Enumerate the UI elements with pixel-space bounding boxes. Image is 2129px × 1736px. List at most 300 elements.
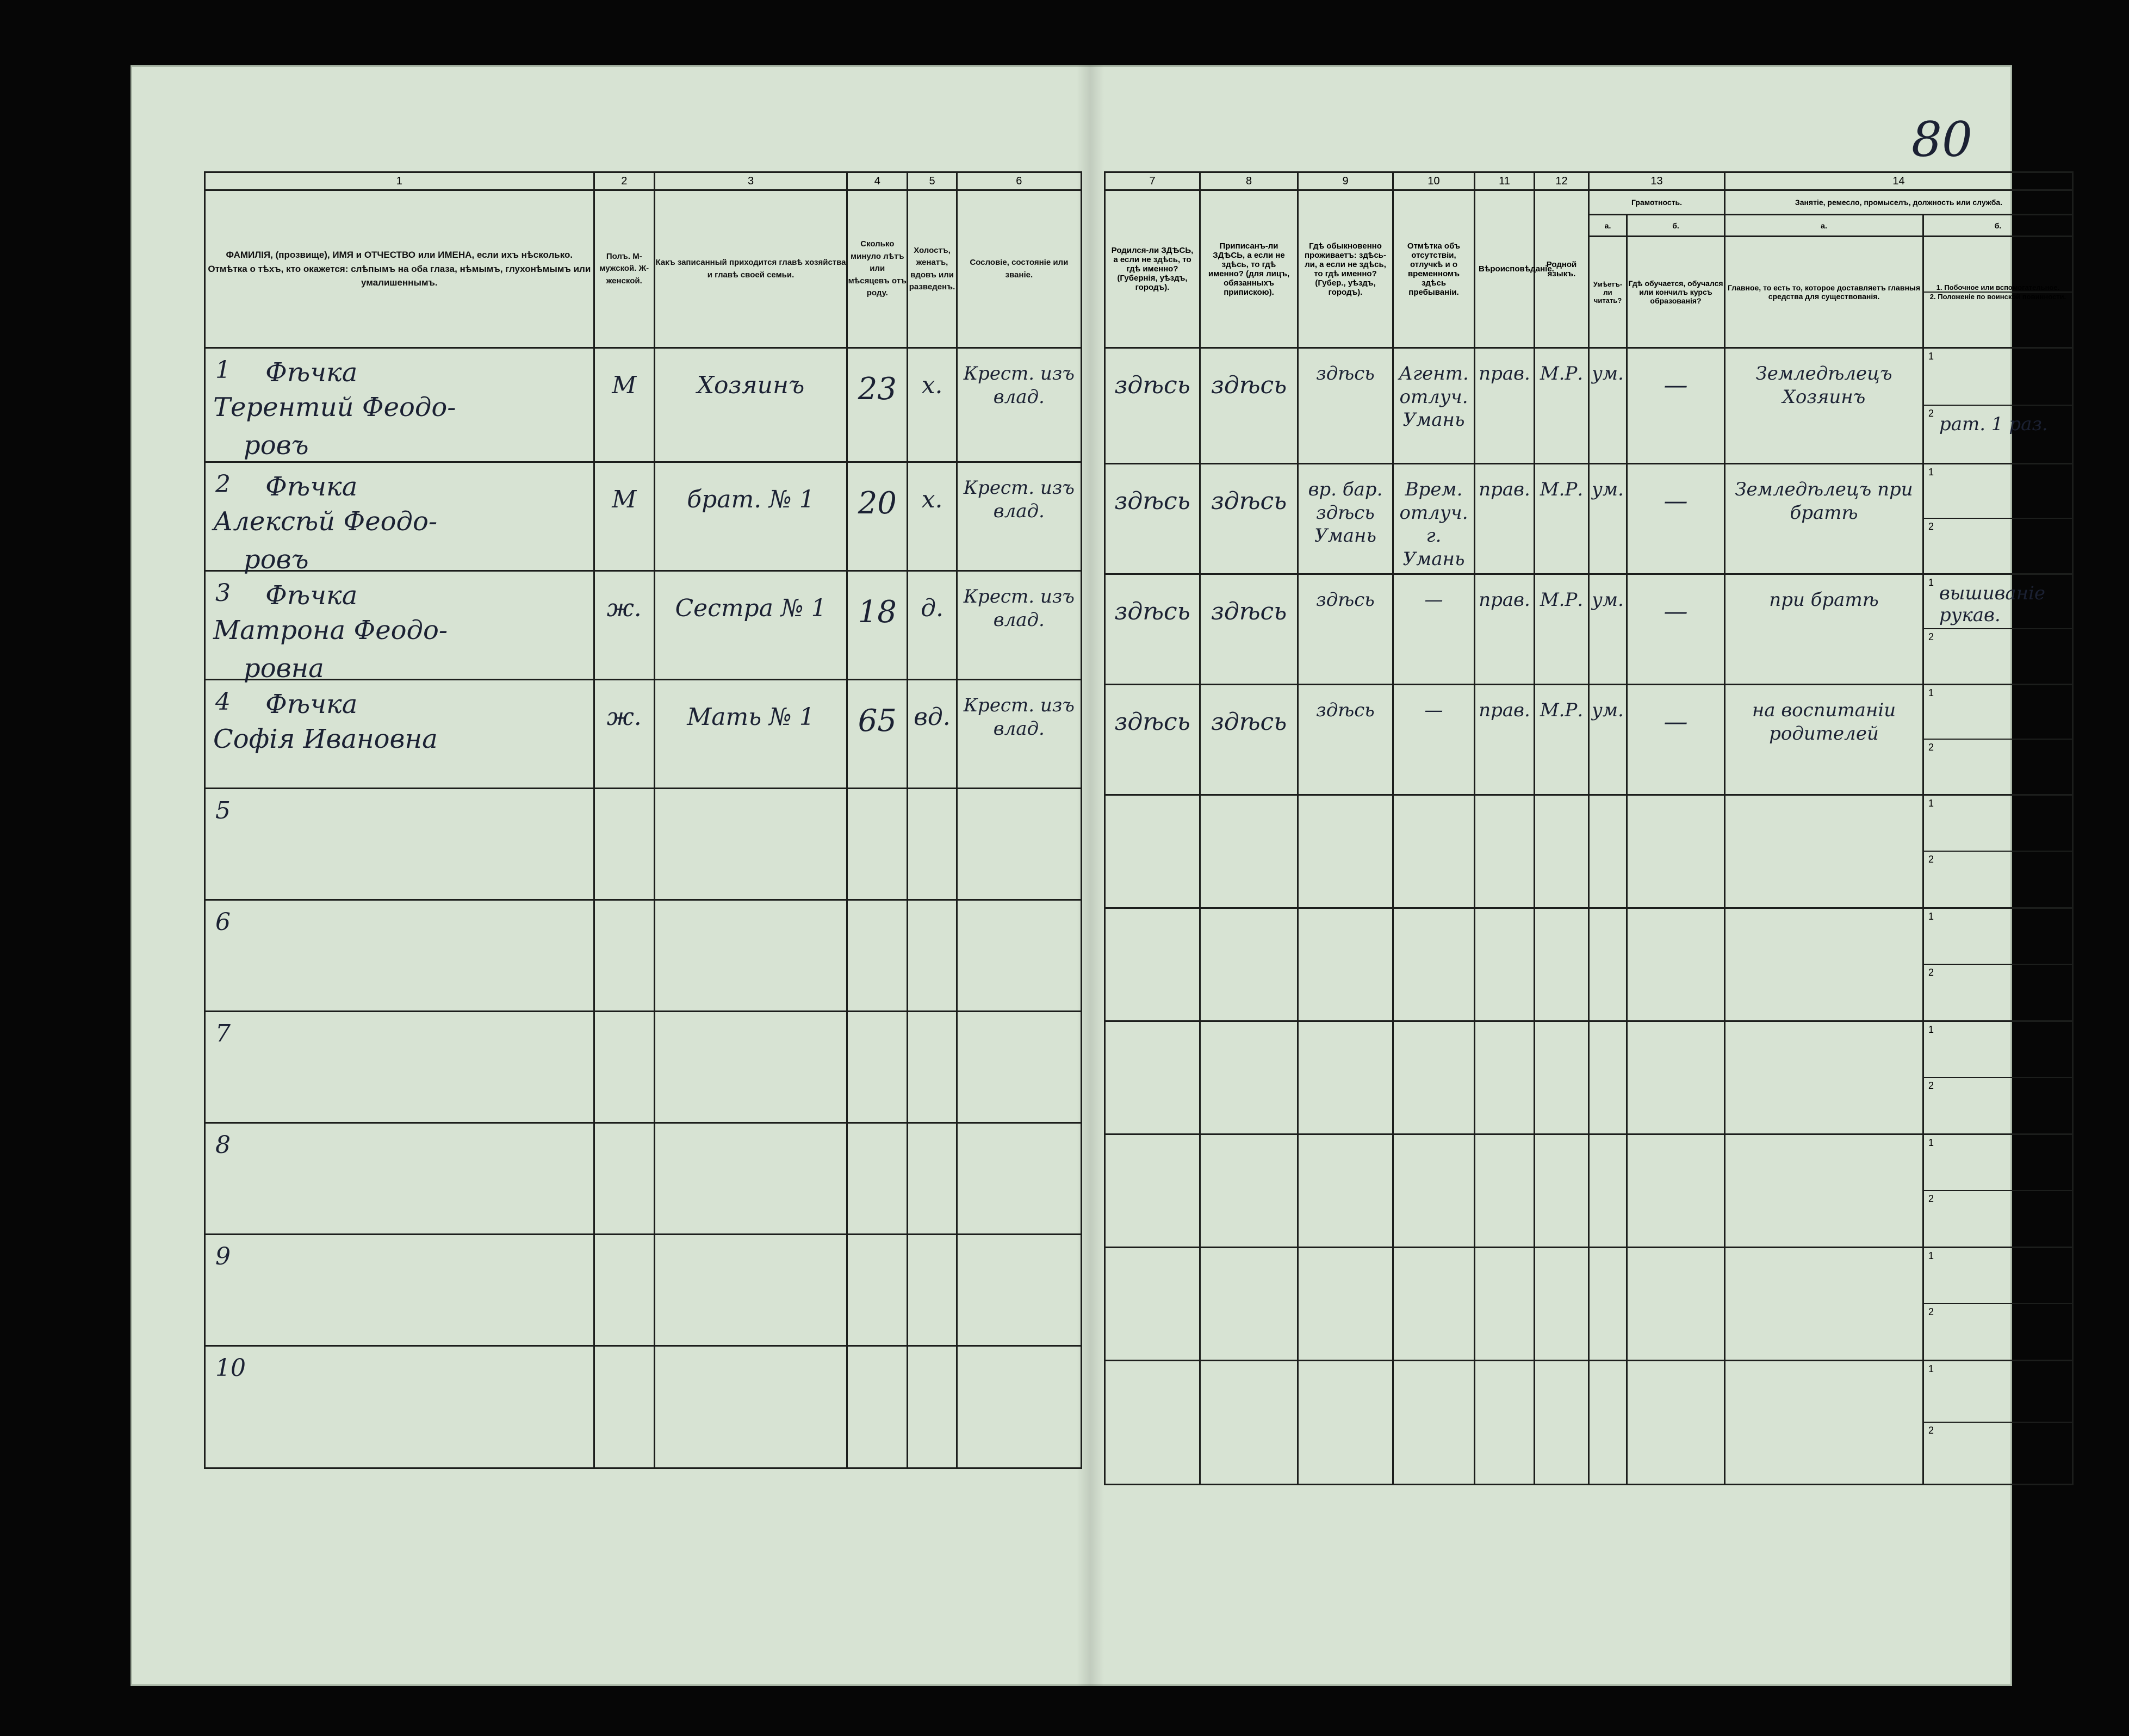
education-cell [1627,1361,1725,1485]
header-education: Гдѣ обучается, обучался или кончилъ курсъ образованія? [1627,237,1725,348]
residence: здѣсь [1316,699,1375,721]
relation [655,901,846,922]
military-index: 2 [1928,631,1934,642]
language-cell [1535,795,1589,908]
residence-cell [1298,685,1393,795]
absence-cell [1393,1248,1475,1361]
estate: Крест. изъ влад. [963,477,1075,522]
military-index: 2 [1928,1193,1934,1204]
absence: — [1424,699,1443,721]
language: М.Р. [1540,363,1584,385]
estate [958,1347,1081,1360]
registered-cell [1200,1021,1298,1134]
surname: Фѣчка [265,472,358,502]
literate-cell [1589,1021,1627,1134]
absence-cell [1393,908,1475,1021]
household-row [205,680,1082,789]
household-row-right [1105,1021,2073,1134]
language-cell [1535,574,1589,685]
relation-cell [654,900,847,1012]
occupation-side-cell [1923,795,2073,908]
registered: здѣсь [1211,598,1287,625]
residence-cell [1298,574,1393,685]
occ-side-index: 1 [1928,911,1934,922]
born [1106,1022,1199,1044]
household-row [205,1012,1082,1123]
residence: здѣсь [1316,363,1375,385]
age-cell [847,348,908,462]
religion-cell [1475,574,1535,685]
residence-cell [1298,1021,1393,1134]
education-cell [1627,795,1725,908]
education-cell [1627,1248,1725,1361]
literate [1590,1361,1626,1375]
estate-cell [957,571,1081,680]
left-column-numbers [205,172,1082,190]
header-language: Родной языкъ. [1535,190,1589,348]
age-cell [847,680,908,789]
religion-cell [1475,348,1535,464]
registered [1201,909,1297,931]
religion-cell [1475,464,1535,574]
military-index: 2 [1928,966,1934,978]
given-name: Софія Ивановна [213,724,438,754]
marital [908,901,955,922]
absence [1394,796,1474,809]
col-number: 10 [1393,172,1475,190]
marital-cell [908,1012,957,1123]
age: 23 [858,371,897,407]
marital: х. [921,486,943,513]
household-row-right [1105,685,2073,795]
registered [1201,796,1297,817]
age-cell [847,1235,908,1346]
registered-cell [1200,574,1298,685]
absence-cell [1393,685,1475,795]
occ-side-index: 1 [1928,798,1934,809]
col-number: 11 [1475,172,1535,190]
occ-side-index: 1 [1928,1137,1934,1148]
marital-cell [908,789,957,900]
occupation-side-cell [1923,908,2073,1021]
occupation-side-cell [1923,1134,2073,1248]
age-cell [847,1123,908,1235]
residence-cell [1298,348,1393,464]
born [1106,1248,1199,1270]
row-number: 8 [215,1131,231,1159]
relation [655,1347,846,1368]
name-cell [205,1012,594,1123]
sex [595,1012,654,1034]
name-cell [205,789,594,900]
marital [908,1124,955,1145]
relation: Хозяинъ [697,371,805,399]
header-absence: Отмѣтка объ отсутствіи, отлучкѣ и о временномъ здѣсь пребываніи. [1393,190,1475,348]
literate [1590,796,1626,809]
marital-cell [908,1235,957,1346]
registered-cell [1200,685,1298,795]
age [848,901,907,922]
row-number: 6 [215,908,231,936]
literate-cell [1589,1361,1627,1485]
header-literacy-b-label: б. [1627,215,1725,237]
relation [655,1124,846,1145]
estate [958,1235,1081,1249]
left-header-row [205,190,1082,348]
religion-cell [1475,685,1535,795]
estate-cell [957,680,1081,789]
occ-side-index: 1 [1928,1024,1934,1035]
occupation-main-cell [1725,464,1923,574]
sex [595,789,654,811]
religion-cell [1475,1248,1535,1361]
marital: д. [921,594,944,622]
residence [1299,1135,1392,1149]
education: — [1664,487,1688,515]
header-occ-side-2: 2. Положеніе по воинской повинности. [1929,293,2066,301]
household-row [205,789,1082,900]
header-registered: Приписанъ-ли ЗДѢСЬ, а если не здѣсь, то гдѣ именно? (для лицъ, обязанныхъ припискою). [1200,190,1298,348]
literate-cell [1589,685,1627,795]
right-page-table [1104,171,2074,1485]
col-number: 13 [1589,172,1725,190]
occupation-main: Земледѣлецъ Хозяинъ [1755,363,1892,408]
religion [1475,1022,1534,1036]
language: М.Р. [1540,699,1584,721]
residence [1299,1248,1392,1262]
relation-cell [654,1012,847,1123]
occupation-side-cell [1923,1021,2073,1134]
education [1628,796,1724,817]
header-literacy: Грамотность. [1589,190,1725,215]
marital-cell [908,900,957,1012]
language [1535,1135,1588,1149]
literate [1590,1248,1626,1262]
household-row [205,348,1082,462]
occupation-main [1725,909,1922,922]
absence [1394,1361,1474,1375]
header-estate: Сословіе, состояніе или званіе. [957,190,1081,348]
page-number: 80 [1911,111,1972,168]
occupation-main [1725,1022,1922,1036]
row-number: 4 [215,688,231,716]
marital-cell [908,348,957,462]
military-index: 2 [1928,1424,1934,1436]
header-sex: Полъ. М-мужской. Ж-женской. [594,190,654,348]
right-column-numbers [1105,172,2073,190]
age: 65 [858,703,897,739]
age-cell [847,789,908,900]
language-cell [1535,348,1589,464]
sex: ж. [606,594,642,622]
sex-cell [594,1235,654,1346]
language-cell [1535,908,1589,1021]
sex-cell [594,789,654,900]
marital-cell [908,1123,957,1235]
marital-cell [908,571,957,680]
occupation-main [1725,796,1922,809]
occupation-side-cell [1923,1361,2073,1485]
marital-cell [908,680,957,789]
header-born: Родился-ли ЗДѢСЬ, а если не здѣсь, то гдѣ именно? (Губернія, уѣздъ, городъ). [1105,190,1200,348]
occupation-main-cell [1725,795,1923,908]
household-row-right [1105,1361,2073,1485]
marital-cell [908,462,957,571]
absence-cell [1393,1021,1475,1134]
relation [655,1235,846,1257]
religion [1475,1135,1534,1149]
col-number: 12 [1535,172,1589,190]
language [1535,796,1588,809]
born: здѣсь [1114,371,1190,399]
name-cell [205,1346,594,1468]
occupation-main: при братѣ [1769,589,1879,611]
right-header-groups [1105,190,2073,215]
language [1535,1248,1588,1262]
left-page-table [204,171,1082,1469]
header-residence: Гдѣ обыкновенно проживаетъ: здѣсь-ли, а если не здѣсь, то гдѣ именно? (Губер., уѣздъ, городъ). [1298,190,1393,348]
born [1106,909,1199,931]
education: — [1664,598,1688,625]
born: здѣсь [1114,487,1190,515]
residence [1299,796,1392,809]
religion-cell [1475,1361,1535,1485]
registered: здѣсь [1211,371,1287,399]
relation-cell [654,789,847,900]
sex [595,1347,654,1368]
occ-side-index: 1 [1928,1250,1934,1261]
estate-cell [957,462,1081,571]
literate [1590,1022,1626,1036]
sex: М [612,486,637,513]
header-can-read: Умѣетъ-ли читать? [1589,237,1627,348]
surname: Фѣчка [265,689,358,720]
sex [595,1235,654,1257]
relation-cell [654,1346,847,1468]
language-cell [1535,1361,1589,1485]
sex-cell [594,1012,654,1123]
occupation-main: Земледѣлецъ при братѣ [1735,479,1913,524]
col-number: 7 [1105,172,1200,190]
sex [595,1124,654,1145]
residence-cell [1298,795,1393,908]
marital-cell [908,1346,957,1468]
relation: Мать № 1 [687,703,815,731]
col-number: 6 [957,172,1081,190]
col-number: 8 [1200,172,1298,190]
occ-side-index: 1 [1928,467,1934,478]
estate-cell [957,1123,1081,1235]
occupation-side-cell [1923,1248,2073,1361]
education-cell [1627,1021,1725,1134]
given-name: Терентий Феодо- [213,392,456,423]
education [1628,1248,1724,1270]
occupation-main-cell [1725,685,1923,795]
name-cell [205,900,594,1012]
registered: здѣсь [1211,487,1287,515]
age-cell [847,1012,908,1123]
header-occ-side [1923,237,2073,348]
education-cell [1627,464,1725,574]
name-cell [205,1123,594,1235]
absence [1394,909,1474,922]
language-cell [1535,1021,1589,1134]
absence-cell [1393,795,1475,908]
occ-side-index: 1 [1928,687,1934,698]
marital [908,1012,955,1034]
born [1106,1135,1199,1157]
literate: ум. [1592,479,1624,500]
occupation-side-cell [1923,348,2073,464]
language-cell [1535,1248,1589,1361]
military-index: 2 [1928,408,1934,419]
given-name: Алексѣй Феодо- [213,506,438,537]
household-row-right [1105,1248,2073,1361]
absence [1394,1135,1474,1149]
household-row [205,571,1082,680]
occupation-main-cell [1725,1021,1923,1134]
header-name: ФАМИЛІЯ, (прозвище), ИМЯ и ОТЧЕСТВО или ИМЕНА, если ихъ нѣсколько. Отмѣтка о тѣхъ, кто окажется: слѣпымъ на оба глаза, нѣмымъ, глухонѣмымъ или умалишеннымъ. [205,190,594,348]
age-cell [847,1346,908,1468]
header-occ-b-label: б. [1923,215,2073,237]
literate: ум. [1592,699,1624,721]
relation [655,1012,846,1034]
household-row [205,900,1082,1012]
age-cell [847,571,908,680]
relation: брат. № 1 [687,486,815,513]
estate-cell [957,900,1081,1012]
education: — [1664,708,1688,736]
military-index: 2 [1928,1306,1934,1317]
registered-cell [1200,1134,1298,1248]
absence [1394,1022,1474,1036]
marital: х. [921,371,943,399]
estate [958,1124,1081,1137]
occupation-main [1725,1135,1922,1149]
education [1628,1022,1724,1044]
header-occ-side-1: 1. Побочное или вспомогательное. [1924,283,2072,293]
surname: Фѣчка [265,580,358,611]
relation-cell [654,1235,847,1346]
col-number: 14 [1725,172,2073,190]
religion: прав. [1479,479,1530,500]
born-cell [1105,1134,1200,1248]
born [1106,1361,1199,1383]
sex-cell [594,680,654,789]
literate-cell [1589,1248,1627,1361]
estate: Крест. изъ влад. [963,363,1075,408]
occupation-main-cell [1725,1134,1923,1248]
registered [1201,1361,1297,1383]
language: М.Р. [1540,479,1584,500]
literate: ум. [1592,589,1624,611]
military-status: рат. 1 раз. [1939,413,2048,435]
literate-cell [1589,795,1627,908]
born-cell [1105,1021,1200,1134]
occupation-side-cell [1923,685,2073,795]
relation-cell [654,571,847,680]
household-row [205,462,1082,571]
religion: прав. [1479,589,1530,611]
relation: Сестра № 1 [675,594,827,622]
occupation-main-cell [1725,574,1923,685]
household-row-right [1105,1134,2073,1248]
born-cell [1105,795,1200,908]
residence-cell [1298,1361,1393,1485]
col-number: 4 [847,172,908,190]
absence: — [1424,589,1443,611]
row-number: 5 [215,797,231,824]
given-name-cont: ровна [244,653,324,684]
age [848,789,907,811]
occupation-main [1725,1361,1922,1375]
sex-cell [594,462,654,571]
row-number: 9 [215,1243,231,1270]
marital: вд. [914,703,951,731]
literate-cell [1589,574,1627,685]
born-cell [1105,685,1200,795]
sex [595,901,654,922]
household-row-right [1105,464,2073,574]
sex: ж. [606,703,642,731]
row-number: 2 [215,470,231,498]
literate [1590,909,1626,922]
absence-cell [1393,464,1475,574]
estate-cell [957,348,1081,462]
relation [655,789,846,811]
religion: прав. [1479,363,1530,385]
estate-cell [957,1346,1081,1468]
religion: прав. [1479,699,1530,721]
age-cell [847,462,908,571]
occ-side-index: 1 [1928,1363,1934,1374]
occupation-side: вышиваніе рукав. [1939,582,2046,626]
absence: Агент. отлуч. Умань [1399,363,1469,431]
col-number: 1 [205,172,594,190]
given-name-cont: ровъ [244,430,309,461]
religion [1475,909,1534,922]
residence-cell [1298,1134,1393,1248]
header-literacy-a-label: а. [1589,215,1627,237]
occupation-main-cell [1725,348,1923,464]
religion-cell [1475,795,1535,908]
military-index: 2 [1928,853,1934,865]
education-cell [1627,574,1725,685]
education [1628,1361,1724,1383]
estate [958,901,1081,914]
estate: Крест. изъ влад. [963,695,1075,740]
education-cell [1627,1134,1725,1248]
registered-cell [1200,348,1298,464]
age: 18 [858,594,897,630]
occupation-main: на воспитаніи родителей [1752,699,1896,745]
literate: ум. [1592,363,1624,385]
education [1628,909,1724,931]
col-number: 2 [594,172,654,190]
born-cell [1105,908,1200,1021]
header-religion: Вѣроисповѣданіе. [1475,190,1535,348]
education-cell [1627,908,1725,1021]
name-cell [205,462,594,575]
col-number: 3 [654,172,847,190]
sex: М [612,371,637,399]
age [848,1124,907,1145]
row-number: 7 [215,1020,231,1047]
registered-cell [1200,1248,1298,1361]
absence [1394,1248,1474,1262]
sex-cell [594,900,654,1012]
born-cell [1105,574,1200,685]
